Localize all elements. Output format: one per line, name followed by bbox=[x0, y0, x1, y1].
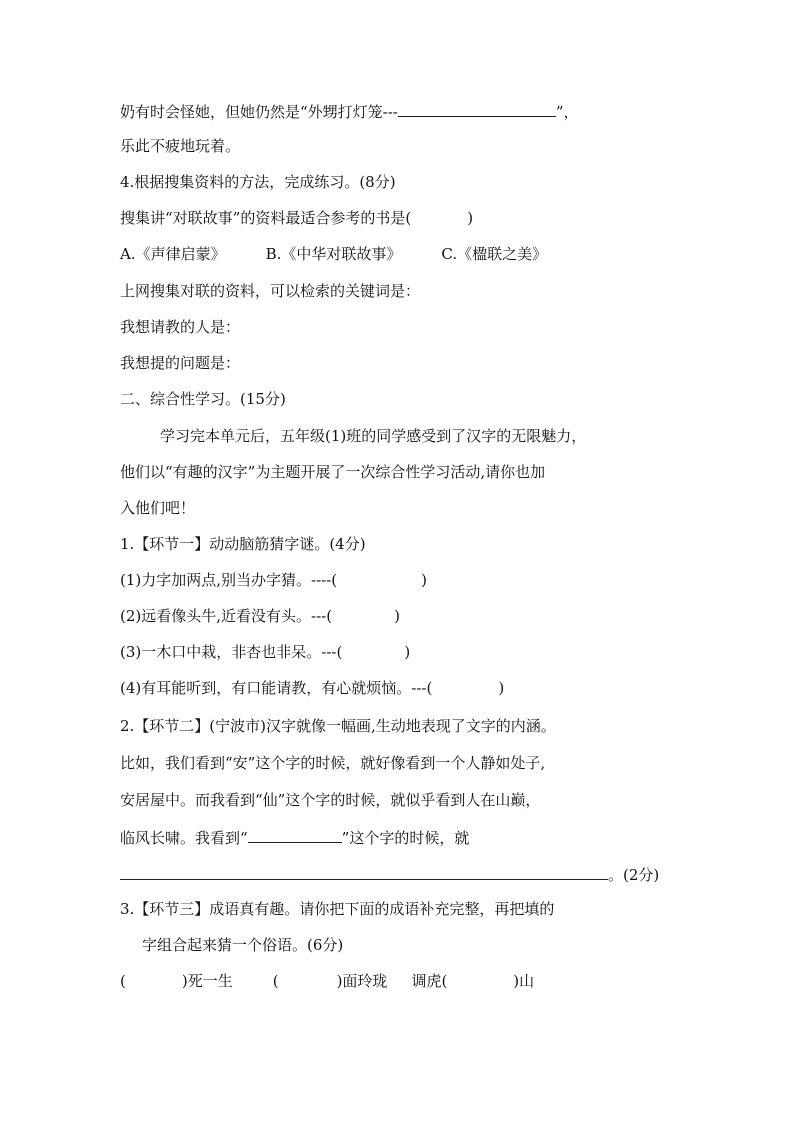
option-b[interactable]: B.《中华对联故事》 bbox=[265, 245, 402, 263]
step-two-line-4 bbox=[120, 826, 469, 848]
text: ”这个字的时候，就 bbox=[341, 829, 470, 847]
step-two-line-3: 安居屋中。而我看到“仙”这个字的时候，就似乎看到人在山巅， bbox=[120, 791, 541, 809]
intro-paragraph-line-1: 学习完本单元后，五年级(1)班的同学感受到了汉字的无限魅力， bbox=[160, 427, 587, 445]
riddle-1 bbox=[120, 570, 427, 590]
paren-open: ( bbox=[120, 972, 126, 990]
text: 奶有时会怪她，但她仍然是“外甥打灯笼--- bbox=[120, 103, 398, 121]
idiom-3-text-post: )山 bbox=[513, 972, 535, 990]
step-three-line-1: 3.【环节三】成语真有趣。请你把下面的成语补充完整，再把填的 bbox=[120, 900, 555, 918]
idiom-3-text-pre: 调虎( bbox=[411, 972, 448, 990]
section-two-heading: 二、综合性学习。(15分) bbox=[120, 390, 286, 408]
question-4-heading: 4.根据搜集资料的方法，完成练习。(8分) bbox=[120, 173, 396, 191]
intro-paragraph-line-2: 他们以“有趣的汉字”为主题开展了一次综合性学习活动,请你也加 bbox=[120, 463, 546, 481]
step-three-line-2: 字组合起来猜一个俗语。(6分) bbox=[142, 936, 344, 954]
intro-paragraph-line-3: 入他们吧！ bbox=[120, 499, 196, 517]
text: (2)远看像头牛,近看没有头。---( bbox=[120, 607, 333, 625]
line-2: 乐此不疲地玩着。 bbox=[120, 137, 241, 155]
ask-person-prompt: 我想请教的人是： bbox=[120, 318, 241, 336]
text: (1)力字加两点,别当办字猜。----( bbox=[120, 571, 338, 589]
paren-open: ( bbox=[272, 972, 279, 990]
text: 临风长啸。我看到“ bbox=[120, 829, 248, 847]
step-two-line-2: 比如，我们看到“安”这个字的时候，就好像看到一个人静如处子, bbox=[120, 754, 546, 772]
riddle-3 bbox=[120, 642, 410, 662]
answer-blank[interactable] bbox=[398, 100, 556, 117]
keywords-prompt: 上网搜集对联的资料，可以检索的关键词是： bbox=[120, 282, 421, 300]
idiom-row bbox=[120, 971, 534, 991]
text: ) bbox=[421, 571, 428, 589]
idiom-1-text: )死一生 bbox=[181, 972, 233, 990]
answer-blank[interactable] bbox=[248, 826, 342, 843]
answer-blank[interactable] bbox=[120, 863, 608, 880]
text: ”， bbox=[555, 103, 579, 121]
step-two-line-5 bbox=[120, 863, 659, 885]
text: 搜集讲“对联故事”的资料最适合参考的书是( bbox=[120, 209, 412, 227]
text: ) bbox=[498, 679, 505, 697]
step-one-heading: 1.【环节一】动动脑筋猜字谜。(4分) bbox=[120, 535, 366, 553]
text: (4)有耳能听到，有口能请教，有心就烦恼。---( bbox=[120, 679, 433, 697]
riddle-2 bbox=[120, 606, 400, 626]
riddle-4 bbox=[120, 678, 504, 698]
text: ) bbox=[467, 209, 474, 227]
option-c[interactable]: C.《楹联之美》 bbox=[441, 245, 548, 263]
step-two-line-1: 2.【环节二】(宁波市)汉字就像一幅画,生动地表现了文字的内涵。 bbox=[120, 717, 556, 735]
idiom-2-text: )面玲珑 bbox=[336, 972, 388, 990]
text: (3)一木口中栽，非杏也非呆。---( bbox=[120, 643, 343, 661]
ask-question-prompt: 我想提的问题是： bbox=[120, 354, 241, 372]
question-4-prompt bbox=[120, 208, 473, 228]
question-4-options bbox=[120, 244, 547, 264]
option-a[interactable]: A.《声律启蒙》 bbox=[120, 245, 226, 263]
text: ) bbox=[394, 607, 400, 625]
text: 。(2分) bbox=[608, 866, 660, 884]
line-1 bbox=[120, 100, 579, 122]
text: ) bbox=[404, 643, 411, 661]
